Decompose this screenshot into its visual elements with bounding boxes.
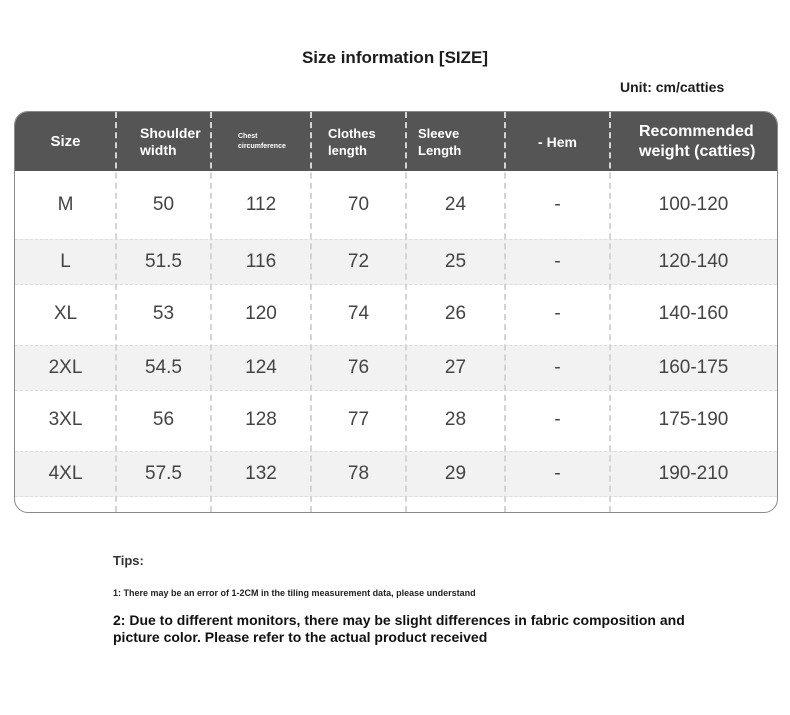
cell-shoulder: 50 <box>152 194 175 215</box>
tip-1: 1: There may be an error of 1-2CM in the tiling measurement data, please understand <box>113 588 476 598</box>
header-clothes-length: Clothes length <box>328 125 376 158</box>
cell-length: 70 <box>347 194 370 215</box>
cell-sleeve: 26 <box>444 303 467 324</box>
cell-length: 78 <box>347 463 370 484</box>
cell-hem: - <box>554 251 561 272</box>
cell-size: M <box>57 194 74 215</box>
cell-chest: 112 <box>245 194 277 215</box>
cell-sleeve: 27 <box>444 357 467 378</box>
header-hem: - Hem <box>538 133 577 150</box>
cell-chest: 124 <box>245 357 277 378</box>
cell-shoulder: 53 <box>152 303 175 324</box>
table-header <box>15 112 777 171</box>
cell-weight: 140-160 <box>658 303 729 324</box>
cell-chest: 132 <box>245 463 277 484</box>
header-shoulder-width: Shoulder width <box>140 124 201 158</box>
cell-hem: - <box>554 463 561 484</box>
cell-shoulder: 56 <box>152 409 175 430</box>
cell-size: 4XL <box>48 463 83 484</box>
column-divider <box>405 112 407 512</box>
cell-hem: - <box>554 303 561 324</box>
size-table <box>14 111 778 513</box>
cell-shoulder: 51.5 <box>145 251 182 272</box>
column-divider <box>609 112 611 512</box>
cell-weight: 175-190 <box>658 409 729 430</box>
tips-label: Tips: <box>113 553 144 568</box>
table-row <box>15 451 777 497</box>
table-row <box>15 283 777 345</box>
header-chest-circumference: Chest circumference <box>238 132 286 150</box>
column-divider <box>115 112 117 512</box>
cell-length: 72 <box>347 251 370 272</box>
cell-length: 77 <box>347 409 370 430</box>
unit-label: Unit: cm/catties <box>620 79 725 95</box>
column-divider <box>504 112 506 512</box>
cell-weight: 190-210 <box>658 463 729 484</box>
page-title: Size information [SIZE] <box>301 48 489 67</box>
cell-size: L <box>60 251 71 272</box>
cell-hem: - <box>554 194 561 215</box>
table-row <box>15 239 777 285</box>
cell-sleeve: 24 <box>444 194 467 215</box>
cell-chest: 128 <box>245 409 277 430</box>
header-sleeve-length: Sleeve Length <box>418 125 462 158</box>
tip-2: 2: Due to different monitors, there may be slight differences in fabric composition and picture color. Please refer to the actual product received <box>113 612 685 645</box>
header-recommended-weight: Recommended weight (catties) <box>639 122 756 160</box>
cell-size: XL <box>53 303 78 324</box>
header-size: Size <box>50 133 81 150</box>
table-row <box>15 345 777 391</box>
cell-chest: 116 <box>245 251 277 272</box>
cell-shoulder: 54.5 <box>145 357 182 378</box>
cell-length: 74 <box>347 303 370 324</box>
column-divider <box>210 112 212 512</box>
cell-sleeve: 25 <box>444 251 467 272</box>
cell-weight: 160-175 <box>658 357 729 378</box>
cell-hem: - <box>554 357 561 378</box>
cell-shoulder: 57.5 <box>145 463 182 484</box>
cell-weight: 120-140 <box>658 251 729 272</box>
cell-sleeve: 29 <box>444 463 467 484</box>
column-divider <box>310 112 312 512</box>
table-row <box>15 171 777 239</box>
cell-size: 3XL <box>48 409 83 430</box>
cell-weight: 100-120 <box>658 194 729 215</box>
cell-hem: - <box>554 409 561 430</box>
cell-size: 2XL <box>48 357 83 378</box>
table-row <box>15 389 777 451</box>
cell-sleeve: 28 <box>444 409 467 430</box>
cell-length: 76 <box>347 357 370 378</box>
cell-chest: 120 <box>245 303 277 324</box>
